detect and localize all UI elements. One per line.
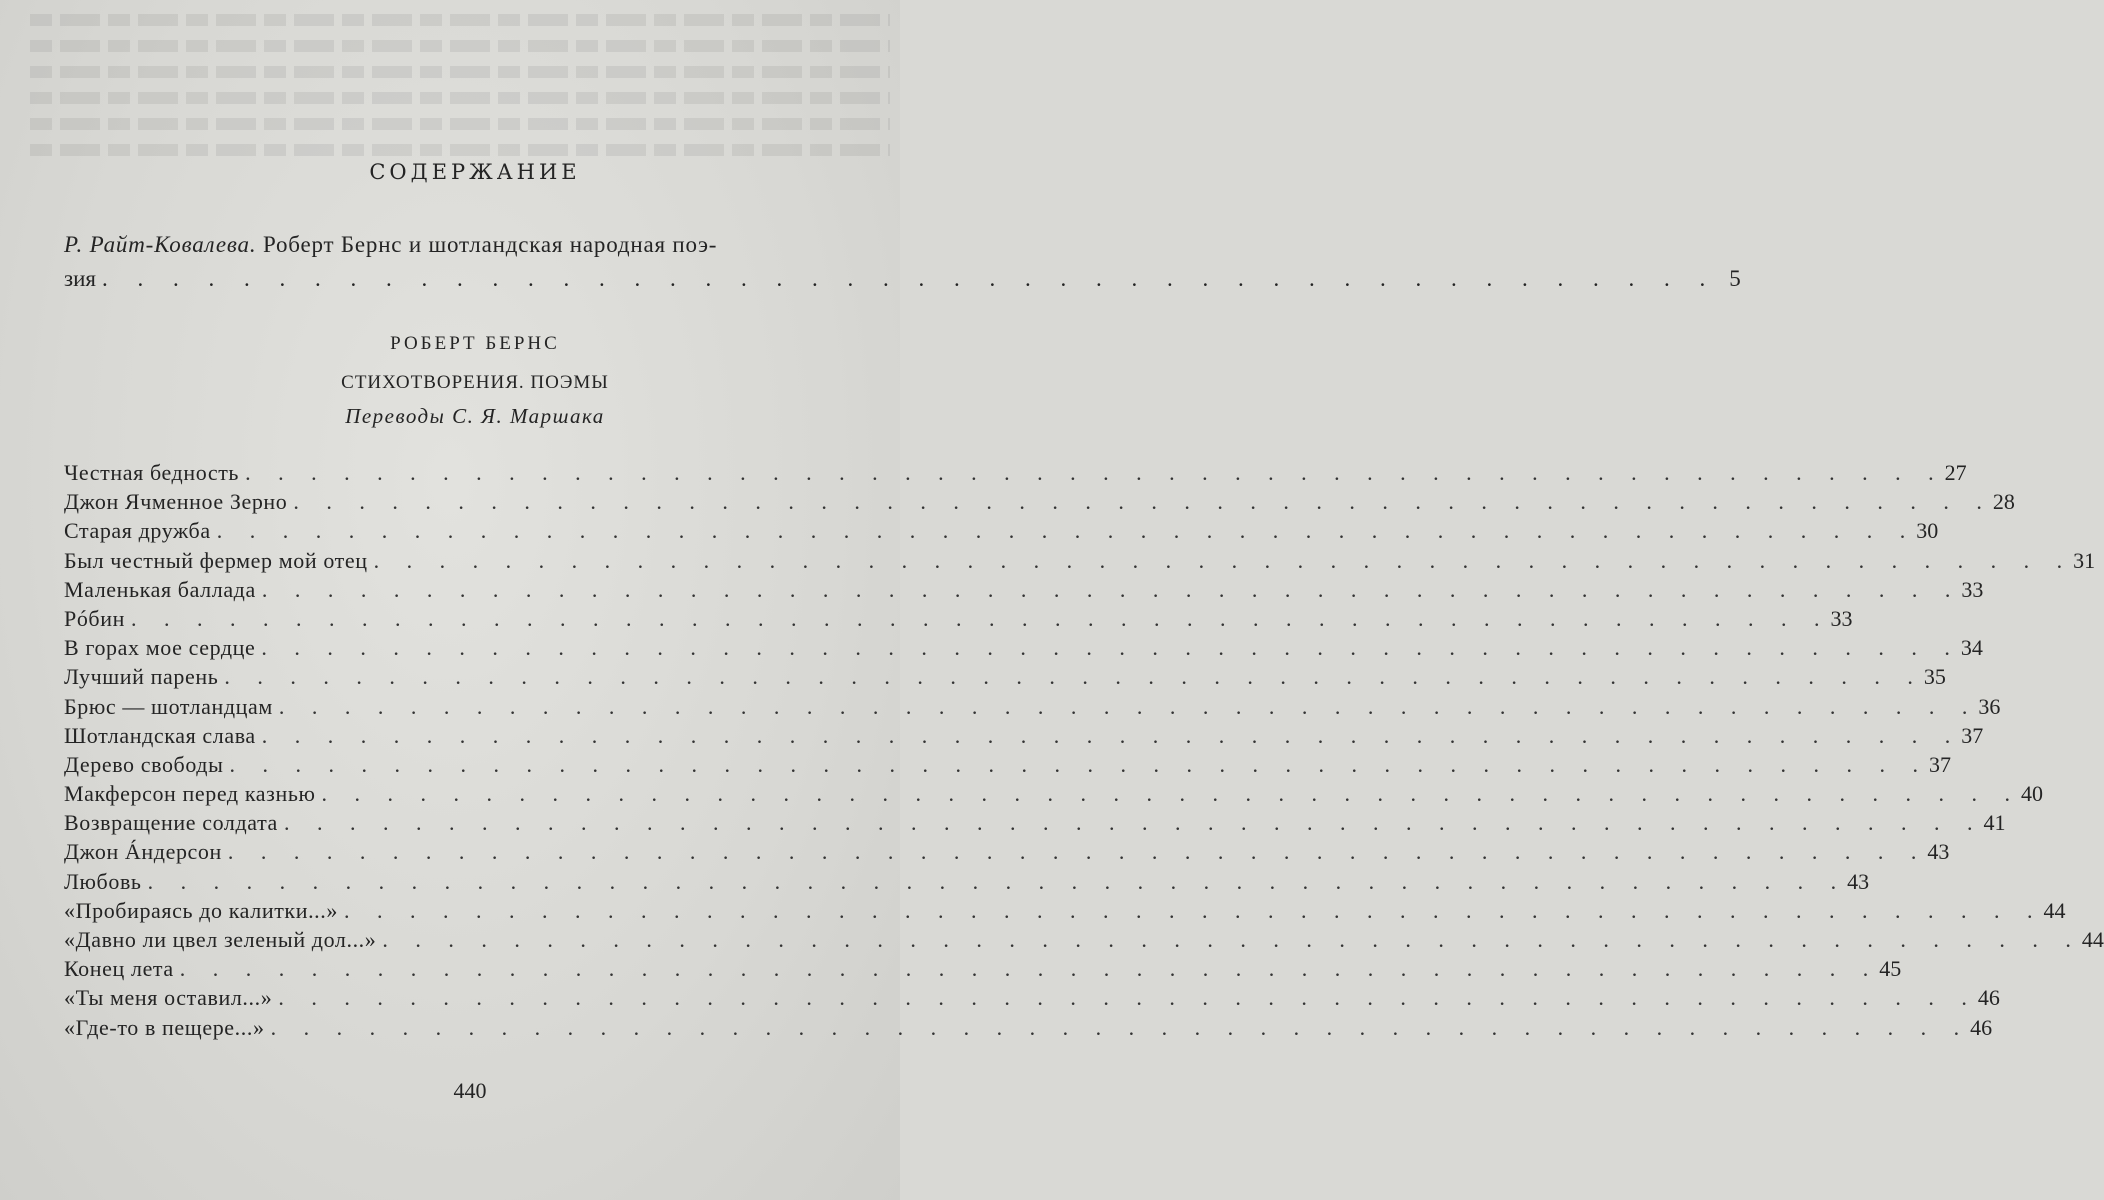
toc-entry-title: «Давно ли цвел зеленый дол...»	[64, 927, 377, 952]
toc-entry	[64, 721, 1984, 750]
toc-entry-page: 40	[2020, 781, 2043, 807]
toc-entry	[64, 516, 1939, 545]
toc-entry-title: Брюс — шотландцам	[64, 693, 273, 719]
section-subtitle: СТИХОТВОРЕНИЯ. ПОЭМЫ	[341, 372, 609, 393]
toc-entry	[64, 837, 1950, 866]
toc-entry-title: Джон Áндерсон	[64, 839, 222, 865]
toc-entry-title: Рóбин	[64, 605, 125, 631]
toc-entry-page: 30	[1916, 518, 1939, 544]
toc-entry	[64, 458, 1967, 487]
toc-entry	[64, 867, 1870, 896]
toc-entry	[64, 662, 1946, 691]
dot-leader: . . . . . . . . . . . . . . . . . . . . . . . . . . . . . . . . . . . . . . . . . . . . . .	[101, 266, 1718, 291]
toc-entry-title: В горах мое сердце	[64, 635, 256, 661]
toc-entry-page: 43	[1847, 868, 1870, 894]
toc-entry-page: 35	[1923, 664, 1946, 690]
toc-entry-page: 34	[1960, 635, 1983, 661]
intro-line-1	[64, 228, 892, 262]
toc-entry-page: 44	[2081, 927, 2104, 952]
toc-entry-title: Возвращение солдата	[64, 810, 278, 836]
dot-leader: . . . . . . . . . . . . . . . . . . . . . . . . . . . . . . . . . . . . . . . . . . . . . . . . . . . .	[216, 518, 1917, 544]
intro-title-part-1: Роберт Бернс и шотландская народная поэ-	[256, 232, 718, 257]
toc-entry	[64, 692, 2001, 721]
toc-entry-title: Конец лета	[64, 956, 174, 982]
dot-leader: . . . . . . . . . . . . . . . . . . . . . . . . . . . . . . . . . . . . . . . . . . . . . . . . . . . .	[130, 605, 1831, 631]
dot-leader: . . . . . . . . . . . . . . . . . . . . . . . . . . . . . . . . . . . . . . . . . . . . . . . . . . . .	[261, 722, 1962, 748]
toc-entry-title: Честная бедность	[64, 460, 240, 485]
dot-leader: . . . . . . . . . . . . . . . . . . . . . . . . . . . . . . . . . . . . . . . . . . . . . . . . . . . .	[278, 985, 1978, 1011]
toc-entry-title: Макферсон перед казнью	[64, 781, 316, 807]
intro-title-part-2: зия	[64, 266, 96, 291]
dot-leader: . . . . . . . . . . . . . . . . . . . . . . . . . . . . . . . . . . . . . . . . . . . . . . . . . . . .	[147, 868, 1848, 894]
toc-entry-page: 33	[1830, 605, 1853, 631]
toc-entry-title: Маленькая баллада	[64, 576, 256, 602]
toc-entry	[64, 633, 1983, 662]
toc-entry-page: 45	[1879, 956, 1902, 982]
intro-line-2	[64, 262, 1741, 296]
toc-entry-title: «Где-то в пещере...»	[64, 1014, 265, 1040]
toc-entry	[64, 954, 1902, 983]
intro-author: Р. Райт-Ковалева.	[64, 232, 257, 257]
dot-leader: . . . . . . . . . . . . . . . . . . . . . . . . . . . . . . . . . . . . . . . . . . . . . . . . . . . .	[245, 460, 1945, 485]
toc-list	[64, 458, 2104, 1042]
dot-leader: . . . . . . . . . . . . . . . . . . . . . . . . . . . . . . . . . . . . . . . . . . . . . . . . . . . .	[283, 810, 1984, 836]
dot-leader: . . . . . . . . . . . . . . . . . . . . . . . . . . . . . . . . . . . . . . . . . . . . . . . . . . . .	[382, 927, 2082, 952]
toc-entry	[64, 779, 2043, 808]
dot-leader: . . . . . . . . . . . . . . . . . . . . . . . . . . . . . . . . . . . . . . . . . . . . . . . . . . . .	[261, 576, 1962, 602]
toc-entry-title: Дерево свободы	[64, 751, 224, 777]
dot-leader: . . . . . . . . . . . . . . . . . . . . . . . . . . . . . . . . . . . . . . . . . . . . . . . . . . . .	[261, 635, 1961, 661]
toc-entry	[64, 896, 2066, 925]
toc-entry-title: Старая дружба	[64, 518, 211, 544]
toc-entry	[64, 604, 1853, 633]
toc-entry-title: «Ты меня оставил...»	[64, 985, 273, 1011]
dot-leader: . . . . . . . . . . . . . . . . . . . . . . . . . . . . . . . . . . . . . . . . . . . . . . . . . . . .	[343, 897, 2044, 923]
intro-page-number: 5	[1729, 266, 1741, 291]
toc-entry-title: Любовь	[64, 868, 142, 894]
toc-entry	[64, 575, 1984, 604]
toc-entry-title: «Пробираясь до калитки...»	[64, 897, 338, 923]
contents-heading: СОДЕРЖАНИЕ	[369, 160, 581, 184]
toc-entry	[64, 925, 2104, 954]
dot-leader: . . . . . . . . . . . . . . . . . . . . . . . . . . . . . . . . . . . . . . . . . . . . . . . . . . . .	[179, 956, 1880, 982]
toc-entry-page: 46	[1977, 985, 2000, 1011]
toc-entry-page: 37	[1961, 722, 1984, 748]
dot-leader: . . . . . . . . . . . . . . . . . . . . . . . . . . . . . . . . . . . . . . . . . . . . . . . . . . . .	[278, 693, 1979, 719]
toc-entry-title: Был честный фермер мой отец	[64, 547, 368, 573]
intro-entry	[64, 228, 1741, 296]
toc-entry	[64, 1013, 1993, 1042]
toc-entry-title: Лучший парень	[64, 664, 219, 690]
toc-entry-page: 41	[1983, 810, 2006, 836]
toc-entry	[64, 808, 2006, 837]
toc-entry-page: 28	[1992, 489, 2015, 515]
toc-entry	[64, 487, 2015, 516]
dot-leader: . . . . . . . . . . . . . . . . . . . . . . . . . . . . . . . . . . . . . . . . . . . . . . . . . . . .	[373, 547, 2074, 573]
toc-entry-page: 43	[1927, 839, 1950, 865]
toc-entry	[64, 983, 2000, 1012]
dot-leader: . . . . . . . . . . . . . . . . . . . . . . . . . . . . . . . . . . . . . . . . . . . . . . . . . . . .	[227, 839, 1928, 865]
section-translator: Переводы С. Я. Маршака	[345, 404, 605, 428]
toc-entry-page: 44	[2043, 897, 2066, 923]
toc-entry-page: 46	[1970, 1014, 1993, 1040]
page-number: 440	[453, 1078, 487, 1103]
dot-leader: . . . . . . . . . . . . . . . . . . . . . . . . . . . . . . . . . . . . . . . . . . . . . . . . . . . .	[229, 751, 1929, 777]
dot-leader: . . . . . . . . . . . . . . . . . . . . . . . . . . . . . . . . . . . . . . . . . . . . . . . . . . . .	[270, 1014, 1971, 1040]
toc-entry	[64, 750, 1951, 779]
toc-entry-title: Джон Ячменное Зерно	[64, 489, 288, 515]
toc-entry-page: 33	[1961, 576, 1984, 602]
dot-leader: . . . . . . . . . . . . . . . . . . . . . . . . . . . . . . . . . . . . . . . . . . . . . . . . . . . .	[293, 489, 1993, 515]
toc-entry-page: 37	[1928, 751, 1951, 777]
section-author: РОБЕРТ БЕРНС	[390, 333, 560, 354]
bleed-through-text	[30, 0, 890, 160]
toc-entry-page: 36	[1978, 693, 2001, 719]
toc-entry-page: 27	[1944, 460, 1967, 485]
dot-leader: . . . . . . . . . . . . . . . . . . . . . . . . . . . . . . . . . . . . . . . . . . . . . . . . . . . .	[321, 781, 2021, 807]
toc-entry	[64, 546, 2096, 575]
dot-leader: . . . . . . . . . . . . . . . . . . . . . . . . . . . . . . . . . . . . . . . . . . . . . . . . . . . .	[224, 664, 1924, 690]
toc-entry-title: Шотландская слава	[64, 722, 256, 748]
toc-entry-page: 31	[2073, 547, 2096, 573]
